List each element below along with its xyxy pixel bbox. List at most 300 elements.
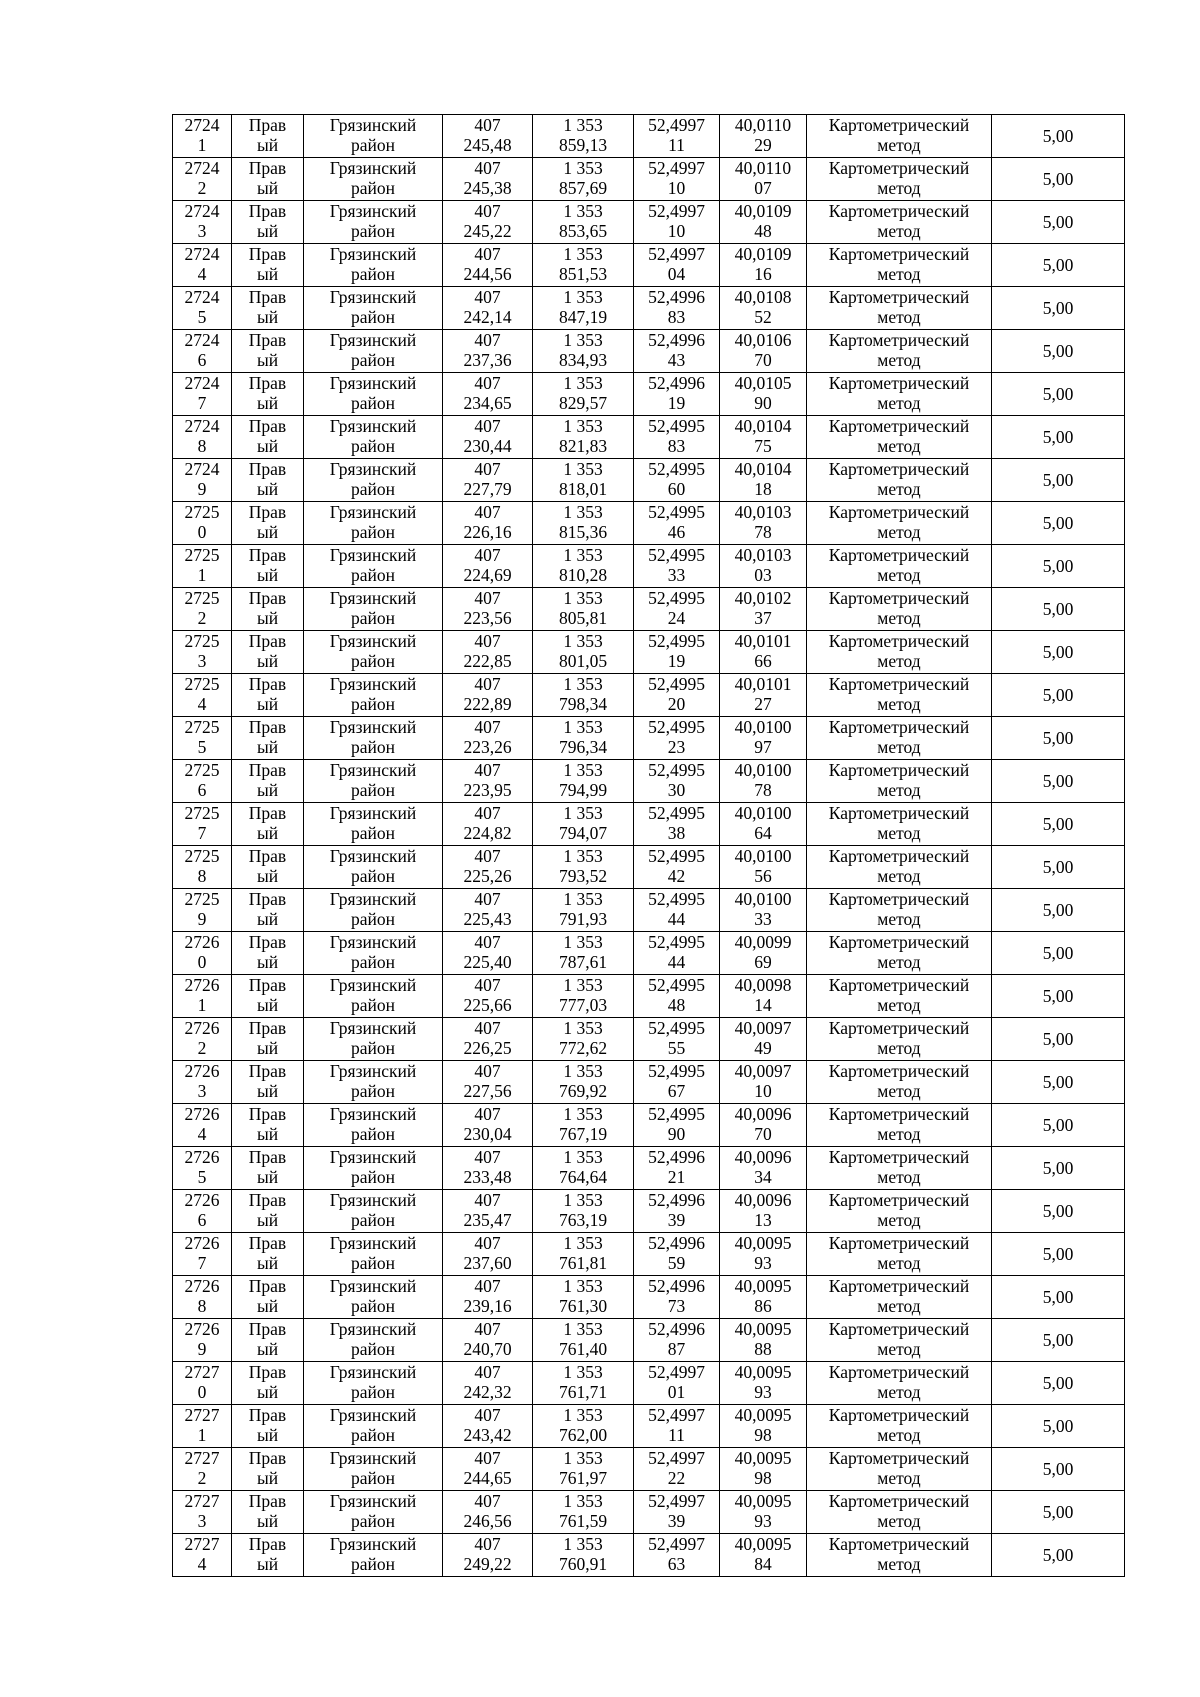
x-coordinate-cell: 407 240,70	[443, 1319, 533, 1362]
method-cell: Картометрический метод	[807, 932, 992, 975]
y-coordinate-cell: 1 353 818,01	[533, 459, 634, 502]
longitude-cell: 40,0104 75	[720, 416, 807, 459]
point-number-cell: 2725 3	[173, 631, 232, 674]
method-cell: Картометрический метод	[807, 846, 992, 889]
y-coordinate-cell: 1 353 760,91	[533, 1534, 634, 1577]
accuracy-cell: 5,00	[992, 1190, 1125, 1233]
table-row	[173, 975, 1125, 1018]
x-coordinate-cell: 407 243,42	[443, 1405, 533, 1448]
side-cell: Прав ый	[232, 1534, 304, 1577]
side-cell: Прав ый	[232, 760, 304, 803]
y-coordinate-cell: 1 353 857,69	[533, 158, 634, 201]
accuracy-cell: 5,00	[992, 1018, 1125, 1061]
district-cell: Грязинский район	[304, 889, 443, 932]
point-number-cell: 2725 8	[173, 846, 232, 889]
x-coordinate-cell: 407 224,82	[443, 803, 533, 846]
method-cell: Картометрический метод	[807, 760, 992, 803]
method-cell: Картометрический метод	[807, 1104, 992, 1147]
point-number-cell: 2726 2	[173, 1018, 232, 1061]
district-cell: Грязинский район	[304, 631, 443, 674]
side-cell: Прав ый	[232, 1233, 304, 1276]
longitude-cell: 40,0095 84	[720, 1534, 807, 1577]
accuracy-cell: 5,00	[992, 373, 1125, 416]
district-cell: Грязинский район	[304, 1319, 443, 1362]
district-cell: Грязинский район	[304, 588, 443, 631]
side-cell: Прав ый	[232, 201, 304, 244]
district-cell: Грязинский район	[304, 1104, 443, 1147]
side-cell: Прав ый	[232, 1104, 304, 1147]
latitude-cell: 52,4996 19	[634, 373, 720, 416]
table-row	[173, 115, 1125, 158]
x-coordinate-cell: 407 230,44	[443, 416, 533, 459]
side-cell: Прав ый	[232, 631, 304, 674]
x-coordinate-cell: 407 223,95	[443, 760, 533, 803]
accuracy-cell: 5,00	[992, 287, 1125, 330]
accuracy-cell: 5,00	[992, 1405, 1125, 1448]
accuracy-cell: 5,00	[992, 459, 1125, 502]
method-cell: Картометрический метод	[807, 1405, 992, 1448]
side-cell: Прав ый	[232, 717, 304, 760]
y-coordinate-cell: 1 353 793,52	[533, 846, 634, 889]
point-number-cell: 2725 2	[173, 588, 232, 631]
accuracy-cell: 5,00	[992, 1233, 1125, 1276]
accuracy-cell: 5,00	[992, 1276, 1125, 1319]
latitude-cell: 52,4996 87	[634, 1319, 720, 1362]
latitude-cell: 52,4997 01	[634, 1362, 720, 1405]
y-coordinate-cell: 1 353 798,34	[533, 674, 634, 717]
latitude-cell: 52,4997 39	[634, 1491, 720, 1534]
y-coordinate-cell: 1 353 821,83	[533, 416, 634, 459]
longitude-cell: 40,0110 29	[720, 115, 807, 158]
point-number-cell: 2727 2	[173, 1448, 232, 1491]
district-cell: Грязинский район	[304, 158, 443, 201]
district-cell: Грязинский район	[304, 717, 443, 760]
y-coordinate-cell: 1 353 761,97	[533, 1448, 634, 1491]
point-number-cell: 2725 6	[173, 760, 232, 803]
point-number-cell: 2727 4	[173, 1534, 232, 1577]
district-cell: Грязинский район	[304, 502, 443, 545]
y-coordinate-cell: 1 353 794,07	[533, 803, 634, 846]
table-row	[173, 674, 1125, 717]
latitude-cell: 52,4995 42	[634, 846, 720, 889]
y-coordinate-cell: 1 353 761,81	[533, 1233, 634, 1276]
y-coordinate-cell: 1 353 791,93	[533, 889, 634, 932]
latitude-cell: 52,4995 60	[634, 459, 720, 502]
longitude-cell: 40,0108 52	[720, 287, 807, 330]
side-cell: Прав ый	[232, 889, 304, 932]
table-row	[173, 717, 1125, 760]
method-cell: Картометрический метод	[807, 1018, 992, 1061]
table-row	[173, 373, 1125, 416]
method-cell: Картометрический метод	[807, 1319, 992, 1362]
method-cell: Картометрический метод	[807, 674, 992, 717]
y-coordinate-cell: 1 353 761,30	[533, 1276, 634, 1319]
longitude-cell: 40,0103 03	[720, 545, 807, 588]
y-coordinate-cell: 1 353 763,19	[533, 1190, 634, 1233]
point-number-cell: 2725 1	[173, 545, 232, 588]
side-cell: Прав ый	[232, 1491, 304, 1534]
point-number-cell: 2724 1	[173, 115, 232, 158]
x-coordinate-cell: 407 244,56	[443, 244, 533, 287]
district-cell: Грязинский район	[304, 1018, 443, 1061]
table-row	[173, 158, 1125, 201]
table-row	[173, 416, 1125, 459]
side-cell: Прав ый	[232, 1061, 304, 1104]
accuracy-cell: 5,00	[992, 1061, 1125, 1104]
method-cell: Картометрический метод	[807, 373, 992, 416]
longitude-cell: 40,0095 88	[720, 1319, 807, 1362]
y-coordinate-cell: 1 353 761,40	[533, 1319, 634, 1362]
district-cell: Грязинский район	[304, 1448, 443, 1491]
point-number-cell: 2724 7	[173, 373, 232, 416]
x-coordinate-cell: 407 226,25	[443, 1018, 533, 1061]
accuracy-cell: 5,00	[992, 1319, 1125, 1362]
method-cell: Картометрический метод	[807, 803, 992, 846]
x-coordinate-cell: 407 244,65	[443, 1448, 533, 1491]
table-row	[173, 1233, 1125, 1276]
longitude-cell: 40,0099 69	[720, 932, 807, 975]
y-coordinate-cell: 1 353 767,19	[533, 1104, 634, 1147]
x-coordinate-cell: 407 222,85	[443, 631, 533, 674]
method-cell: Картометрический метод	[807, 459, 992, 502]
district-cell: Грязинский район	[304, 975, 443, 1018]
longitude-cell: 40,0100 56	[720, 846, 807, 889]
district-cell: Грязинский район	[304, 1534, 443, 1577]
table-row	[173, 1018, 1125, 1061]
longitude-cell: 40,0101 27	[720, 674, 807, 717]
accuracy-cell: 5,00	[992, 502, 1125, 545]
district-cell: Грязинский район	[304, 1276, 443, 1319]
latitude-cell: 52,4995 48	[634, 975, 720, 1018]
accuracy-cell: 5,00	[992, 1147, 1125, 1190]
y-coordinate-cell: 1 353 764,64	[533, 1147, 634, 1190]
x-coordinate-cell: 407 230,04	[443, 1104, 533, 1147]
longitude-cell: 40,0095 93	[720, 1362, 807, 1405]
table-row	[173, 502, 1125, 545]
x-coordinate-cell: 407 239,16	[443, 1276, 533, 1319]
x-coordinate-cell: 407 237,36	[443, 330, 533, 373]
table-row	[173, 1061, 1125, 1104]
district-cell: Грязинский район	[304, 1061, 443, 1104]
point-number-cell: 2726 4	[173, 1104, 232, 1147]
point-number-cell: 2724 6	[173, 330, 232, 373]
longitude-cell: 40,0100 78	[720, 760, 807, 803]
table-row	[173, 201, 1125, 244]
x-coordinate-cell: 407 222,89	[443, 674, 533, 717]
x-coordinate-cell: 407 249,22	[443, 1534, 533, 1577]
longitude-cell: 40,0095 93	[720, 1491, 807, 1534]
y-coordinate-cell: 1 353 801,05	[533, 631, 634, 674]
district-cell: Грязинский район	[304, 1190, 443, 1233]
latitude-cell: 52,4996 73	[634, 1276, 720, 1319]
accuracy-cell: 5,00	[992, 1448, 1125, 1491]
district-cell: Грязинский район	[304, 244, 443, 287]
side-cell: Прав ый	[232, 1018, 304, 1061]
y-coordinate-cell: 1 353 761,59	[533, 1491, 634, 1534]
point-number-cell: 2726 5	[173, 1147, 232, 1190]
side-cell: Прав ый	[232, 1448, 304, 1491]
side-cell: Прав ый	[232, 1362, 304, 1405]
method-cell: Картометрический метод	[807, 1190, 992, 1233]
district-cell: Грязинский район	[304, 1491, 443, 1534]
method-cell: Картометрический метод	[807, 158, 992, 201]
district-cell: Грязинский район	[304, 545, 443, 588]
side-cell: Прав ый	[232, 545, 304, 588]
y-coordinate-cell: 1 353 815,36	[533, 502, 634, 545]
x-coordinate-cell: 407 227,56	[443, 1061, 533, 1104]
longitude-cell: 40,0109 16	[720, 244, 807, 287]
table-row	[173, 803, 1125, 846]
point-number-cell: 2725 4	[173, 674, 232, 717]
method-cell: Картометрический метод	[807, 631, 992, 674]
point-number-cell: 2725 5	[173, 717, 232, 760]
point-number-cell: 2726 6	[173, 1190, 232, 1233]
table-row	[173, 760, 1125, 803]
side-cell: Прав ый	[232, 244, 304, 287]
longitude-cell: 40,0100 33	[720, 889, 807, 932]
latitude-cell: 52,4997 04	[634, 244, 720, 287]
side-cell: Прав ый	[232, 846, 304, 889]
side-cell: Прав ый	[232, 330, 304, 373]
longitude-cell: 40,0100 97	[720, 717, 807, 760]
point-number-cell: 2726 3	[173, 1061, 232, 1104]
x-coordinate-cell: 407 245,38	[443, 158, 533, 201]
accuracy-cell: 5,00	[992, 201, 1125, 244]
point-number-cell: 2724 2	[173, 158, 232, 201]
longitude-cell: 40,0097 10	[720, 1061, 807, 1104]
method-cell: Картометрический метод	[807, 1448, 992, 1491]
district-cell: Грязинский район	[304, 1405, 443, 1448]
method-cell: Картометрический метод	[807, 1233, 992, 1276]
longitude-cell: 40,0095 98	[720, 1448, 807, 1491]
accuracy-cell: 5,00	[992, 244, 1125, 287]
x-coordinate-cell: 407 235,47	[443, 1190, 533, 1233]
x-coordinate-cell: 407 225,40	[443, 932, 533, 975]
side-cell: Прав ый	[232, 1405, 304, 1448]
coordinates-table	[172, 114, 1125, 1577]
latitude-cell: 52,4995 23	[634, 717, 720, 760]
longitude-cell: 40,0102 37	[720, 588, 807, 631]
method-cell: Картометрический метод	[807, 588, 992, 631]
x-coordinate-cell: 407 246,56	[443, 1491, 533, 1534]
x-coordinate-cell: 407 242,32	[443, 1362, 533, 1405]
latitude-cell: 52,4995 67	[634, 1061, 720, 1104]
side-cell: Прав ый	[232, 115, 304, 158]
y-coordinate-cell: 1 353 762,00	[533, 1405, 634, 1448]
side-cell: Прав ый	[232, 373, 304, 416]
method-cell: Картометрический метод	[807, 201, 992, 244]
side-cell: Прав ый	[232, 287, 304, 330]
point-number-cell: 2726 0	[173, 932, 232, 975]
side-cell: Прав ый	[232, 1276, 304, 1319]
table-row	[173, 1104, 1125, 1147]
method-cell: Картометрический метод	[807, 1362, 992, 1405]
x-coordinate-cell: 407 227,79	[443, 459, 533, 502]
side-cell: Прав ый	[232, 932, 304, 975]
accuracy-cell: 5,00	[992, 588, 1125, 631]
longitude-cell: 40,0095 93	[720, 1233, 807, 1276]
latitude-cell: 52,4997 11	[634, 1405, 720, 1448]
method-cell: Картометрический метод	[807, 889, 992, 932]
x-coordinate-cell: 407 233,48	[443, 1147, 533, 1190]
longitude-cell: 40,0095 98	[720, 1405, 807, 1448]
latitude-cell: 52,4995 83	[634, 416, 720, 459]
table-row	[173, 1534, 1125, 1577]
side-cell: Прав ый	[232, 975, 304, 1018]
table-row	[173, 1190, 1125, 1233]
latitude-cell: 52,4996 59	[634, 1233, 720, 1276]
latitude-cell: 52,4996 21	[634, 1147, 720, 1190]
x-coordinate-cell: 407 226,16	[443, 502, 533, 545]
y-coordinate-cell: 1 353 853,65	[533, 201, 634, 244]
accuracy-cell: 5,00	[992, 760, 1125, 803]
table-row	[173, 1405, 1125, 1448]
y-coordinate-cell: 1 353 829,57	[533, 373, 634, 416]
longitude-cell: 40,0104 18	[720, 459, 807, 502]
table-row	[173, 1448, 1125, 1491]
district-cell: Грязинский район	[304, 760, 443, 803]
y-coordinate-cell: 1 353 772,62	[533, 1018, 634, 1061]
method-cell: Картометрический метод	[807, 502, 992, 545]
x-coordinate-cell: 407 242,14	[443, 287, 533, 330]
district-cell: Грязинский район	[304, 1362, 443, 1405]
longitude-cell: 40,0098 14	[720, 975, 807, 1018]
point-number-cell: 2724 9	[173, 459, 232, 502]
side-cell: Прав ый	[232, 588, 304, 631]
x-coordinate-cell: 407 223,56	[443, 588, 533, 631]
accuracy-cell: 5,00	[992, 803, 1125, 846]
district-cell: Грязинский район	[304, 674, 443, 717]
accuracy-cell: 5,00	[992, 1104, 1125, 1147]
district-cell: Грязинский район	[304, 416, 443, 459]
accuracy-cell: 5,00	[992, 932, 1125, 975]
table-row	[173, 1147, 1125, 1190]
y-coordinate-cell: 1 353 851,53	[533, 244, 634, 287]
method-cell: Картометрический метод	[807, 545, 992, 588]
district-cell: Грязинский район	[304, 932, 443, 975]
table-row	[173, 459, 1125, 502]
x-coordinate-cell: 407 223,26	[443, 717, 533, 760]
district-cell: Грязинский район	[304, 1233, 443, 1276]
y-coordinate-cell: 1 353 761,71	[533, 1362, 634, 1405]
table-row	[173, 1276, 1125, 1319]
accuracy-cell: 5,00	[992, 1491, 1125, 1534]
accuracy-cell: 5,00	[992, 1362, 1125, 1405]
latitude-cell: 52,4995 24	[634, 588, 720, 631]
method-cell: Картометрический метод	[807, 1061, 992, 1104]
table-row	[173, 287, 1125, 330]
table-row	[173, 588, 1125, 631]
side-cell: Прав ый	[232, 1147, 304, 1190]
accuracy-cell: 5,00	[992, 631, 1125, 674]
y-coordinate-cell: 1 353 859,13	[533, 115, 634, 158]
accuracy-cell: 5,00	[992, 674, 1125, 717]
latitude-cell: 52,4995 46	[634, 502, 720, 545]
longitude-cell: 40,0110 07	[720, 158, 807, 201]
district-cell: Грязинский район	[304, 459, 443, 502]
side-cell: Прав ый	[232, 674, 304, 717]
point-number-cell: 2725 9	[173, 889, 232, 932]
district-cell: Грязинский район	[304, 287, 443, 330]
longitude-cell: 40,0100 64	[720, 803, 807, 846]
latitude-cell: 52,4997 10	[634, 158, 720, 201]
x-coordinate-cell: 407 245,22	[443, 201, 533, 244]
point-number-cell: 2725 0	[173, 502, 232, 545]
point-number-cell: 2727 3	[173, 1491, 232, 1534]
y-coordinate-cell: 1 353 796,34	[533, 717, 634, 760]
longitude-cell: 40,0101 66	[720, 631, 807, 674]
accuracy-cell: 5,00	[992, 330, 1125, 373]
point-number-cell: 2725 7	[173, 803, 232, 846]
x-coordinate-cell: 407 234,65	[443, 373, 533, 416]
latitude-cell: 52,4996 83	[634, 287, 720, 330]
latitude-cell: 52,4995 44	[634, 889, 720, 932]
district-cell: Грязинский район	[304, 846, 443, 889]
method-cell: Картометрический метод	[807, 975, 992, 1018]
latitude-cell: 52,4997 10	[634, 201, 720, 244]
table-row	[173, 1491, 1125, 1534]
point-number-cell: 2726 8	[173, 1276, 232, 1319]
accuracy-cell: 5,00	[992, 975, 1125, 1018]
latitude-cell: 52,4995 90	[634, 1104, 720, 1147]
latitude-cell: 52,4996 39	[634, 1190, 720, 1233]
latitude-cell: 52,4997 63	[634, 1534, 720, 1577]
accuracy-cell: 5,00	[992, 846, 1125, 889]
district-cell: Грязинский район	[304, 373, 443, 416]
accuracy-cell: 5,00	[992, 416, 1125, 459]
longitude-cell: 40,0109 48	[720, 201, 807, 244]
point-number-cell: 2726 7	[173, 1233, 232, 1276]
longitude-cell: 40,0096 70	[720, 1104, 807, 1147]
longitude-cell: 40,0105 90	[720, 373, 807, 416]
side-cell: Прав ый	[232, 158, 304, 201]
point-number-cell: 2724 3	[173, 201, 232, 244]
latitude-cell: 52,4995 33	[634, 545, 720, 588]
method-cell: Картометрический метод	[807, 330, 992, 373]
longitude-cell: 40,0106 70	[720, 330, 807, 373]
x-coordinate-cell: 407 225,66	[443, 975, 533, 1018]
table-row	[173, 846, 1125, 889]
table-row	[173, 889, 1125, 932]
point-number-cell: 2724 5	[173, 287, 232, 330]
point-number-cell: 2726 9	[173, 1319, 232, 1362]
method-cell: Картометрический метод	[807, 1491, 992, 1534]
longitude-cell: 40,0095 86	[720, 1276, 807, 1319]
district-cell: Грязинский район	[304, 803, 443, 846]
latitude-cell: 52,4997 11	[634, 115, 720, 158]
accuracy-cell: 5,00	[992, 158, 1125, 201]
latitude-cell: 52,4996 43	[634, 330, 720, 373]
accuracy-cell: 5,00	[992, 115, 1125, 158]
side-cell: Прав ый	[232, 1190, 304, 1233]
latitude-cell: 52,4995 44	[634, 932, 720, 975]
district-cell: Грязинский район	[304, 201, 443, 244]
table-row	[173, 1362, 1125, 1405]
y-coordinate-cell: 1 353 834,93	[533, 330, 634, 373]
y-coordinate-cell: 1 353 769,92	[533, 1061, 634, 1104]
point-number-cell: 2727 1	[173, 1405, 232, 1448]
point-number-cell: 2724 4	[173, 244, 232, 287]
latitude-cell: 52,4995 19	[634, 631, 720, 674]
latitude-cell: 52,4995 20	[634, 674, 720, 717]
y-coordinate-cell: 1 353 847,19	[533, 287, 634, 330]
latitude-cell: 52,4997 22	[634, 1448, 720, 1491]
accuracy-cell: 5,00	[992, 1534, 1125, 1577]
longitude-cell: 40,0103 78	[720, 502, 807, 545]
y-coordinate-cell: 1 353 777,03	[533, 975, 634, 1018]
table-row	[173, 545, 1125, 588]
table-row	[173, 631, 1125, 674]
